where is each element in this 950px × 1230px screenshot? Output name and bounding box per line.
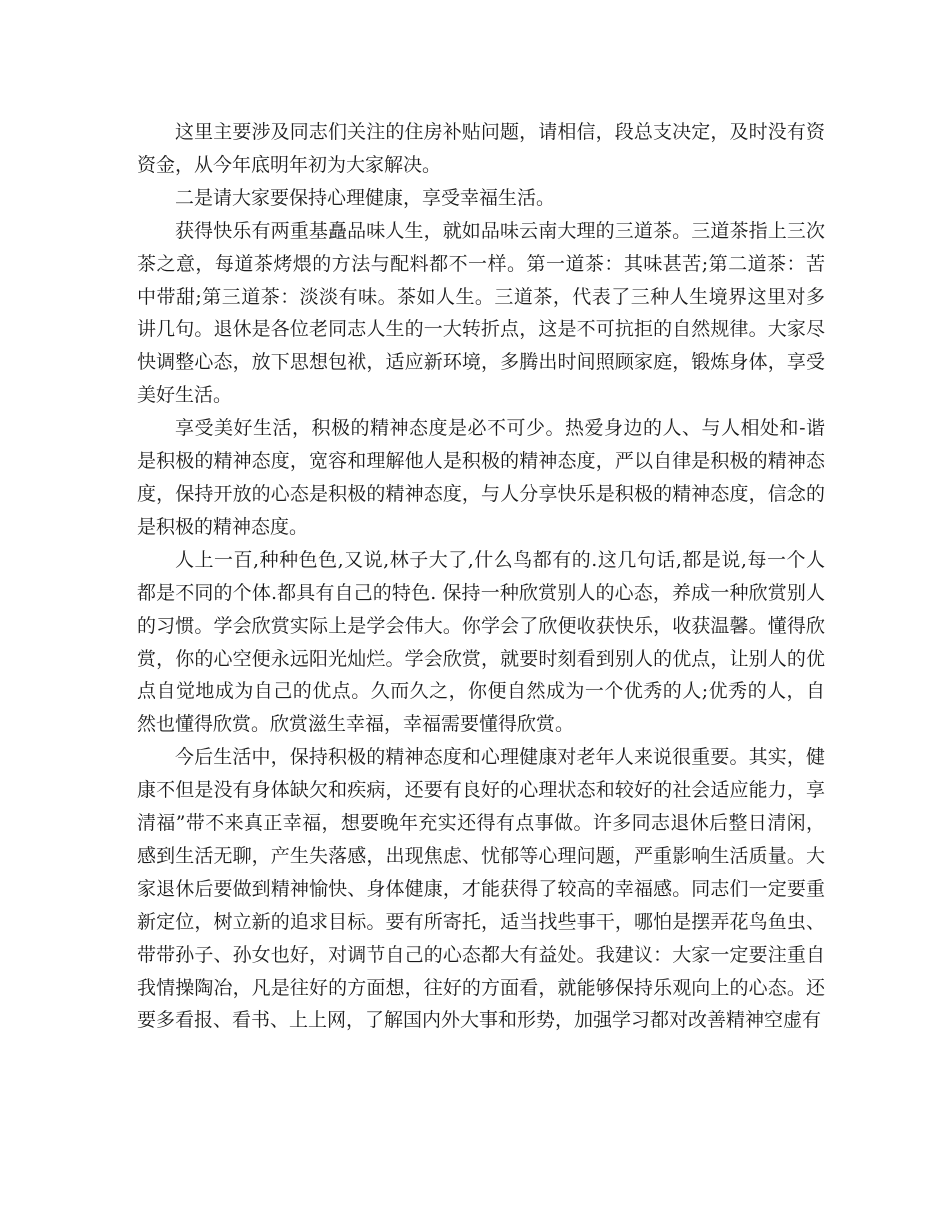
paragraph-three-teas: 获得快乐有两重基矗品味人生，就如品味云南大理的三道茶。三道茶指上三次茶之意，每道茶烤煨的方法与配料都不一样。第一道茶：其味甚苦;第二道茶：苦中带甜;第三道茶：淡淡有味。茶如人生。三道茶，代表了三种人生境界这里对多讲几句。退休是各位老同志人生的一大转折点，这是不可抗拒的自然规律。大家尽快调整心态，放下思想包袱，适应新环境，多腾出时间照顾家庭，锻炼身体，享受美好生活。: [137, 219, 825, 407]
paragraph-section-heading: 二是请大家要保持心理健康，享受幸福生活。: [175, 186, 556, 209]
paragraph-appreciation: 人上一百,种种色色,又说,林子大了,什么鸟都有的.这几句话,都是说,每一个人都是不同的个体.都具有自己的特色. 保持一种欣赏别人的心态，养成一种欣赏别人的习惯。学会欣赏实际上是学会伟大。你学会了欣便收获快乐，收获温馨。懂得欣赏，你的心空便永远阳光灿烂。学会欣赏，就要时刻看到别人的优点，让别人的优点自觉地成为自己的优点。久而久之，你便自然成为一个优秀的人;优秀的人，自然也懂得欣赏。欣赏滋生幸福，幸福需要懂得欣赏。: [137, 548, 825, 736]
paragraph-housing-subsidy: 这里主要涉及同志们关注的住房补贴问题，请相信，段总支决定，及时没有资资金，从今年底明年初为大家解决。: [137, 121, 825, 176]
document-body: [137, 116, 825, 1037]
paragraph-positive-attitude: 享受美好生活，积极的精神态度是必不可少。热爱身边的人、与人相处和-谐是积极的精神态度，宽容和理解他人是积极的精神态度，严以自律是积极的精神态度，保持开放的心态是积极的精神态度，与人分享快乐是积极的精神态度，信念的是积极的精神态度。: [137, 417, 825, 538]
paragraph-mental-health: 今后生活中，保持积极的精神态度和心理健康对老年人来说很重要。其实，健康不但是没有身体缺欠和疾病，还要有良好的心理状态和较好的社会适应能力，享清福”带不来真正幸福，想要晚年充实还得有点事做。许多同志退休后整日清闲，感到生活无聊，产生失落感，出现焦虑、忧郁等心理问题，严重影响生活质量。大家退休后要做到精神愉快、身体健康，才能获得了较高的幸福感。同志们一定要重新定位，树立新的追求目标。要有所寄托，适当找些事干，哪怕是摆弄花鸟鱼虫、带带孙子、孙女也好，对调节自己的心态都大有益处。我建议：大家一定要注重自我情操陶冶，凡是往好的方面想，往好的方面看，就能够保持乐观向上的心态。还要多看报、看书、上上网，了解国内外大事和形势，加强学习都对改善精神空虚有: [137, 746, 825, 1032]
